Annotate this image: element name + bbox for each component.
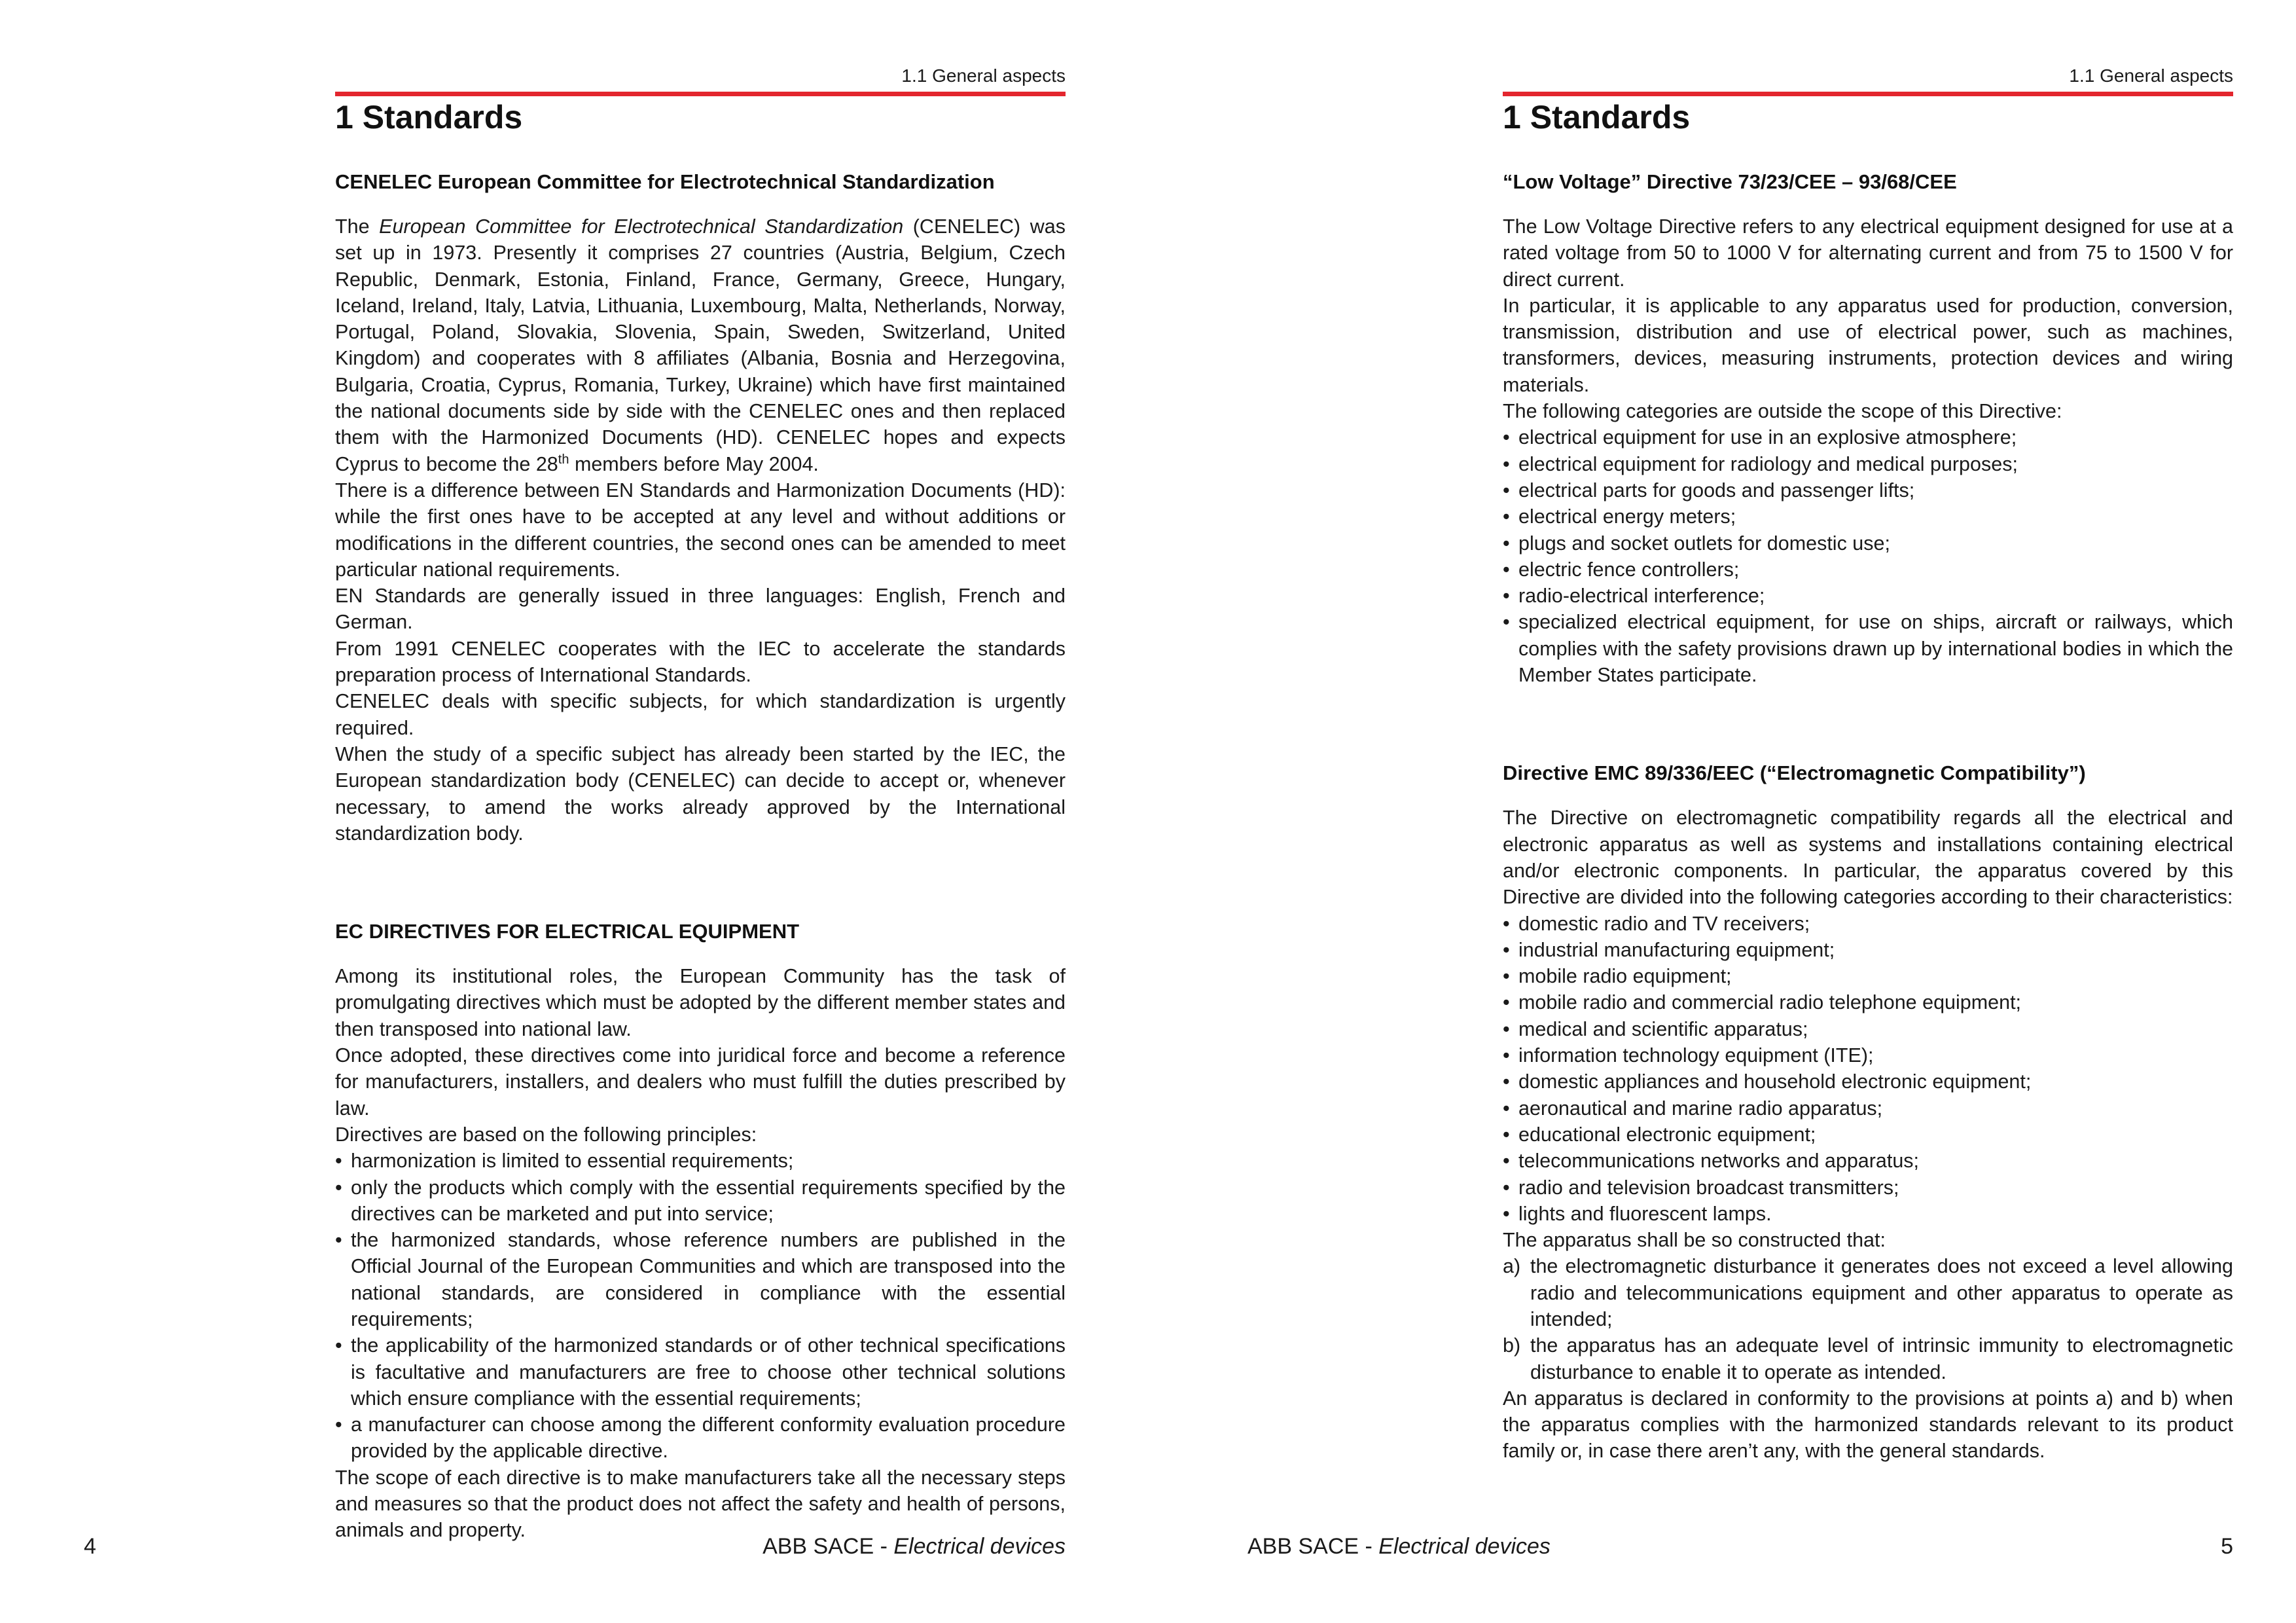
cenelec-heading: CENELEC European Committee for Electrotechnical Standardization <box>335 170 995 193</box>
list-item: • domestic appliances and household electronic equipment; <box>1503 1068 2233 1095</box>
list-item: • lights and fluorescent lamps. <box>1503 1201 2233 1227</box>
cenelec-paragraph-2: There is a difference between EN Standards and Harmonization Documents (HD): while the first ones have to be accepted at any level and without additions or modifications in the different countries, the second ones can be amended to meet particular national requirements. <box>335 479 1066 581</box>
list-item: • electrical equipment for use in an explosive atmosphere; <box>1503 424 2233 450</box>
construction-requirements-list <box>1503 1253 2233 1385</box>
list-item: • a manufacturer can choose among the different conformity evaluation procedure provided by the applicable directive. <box>335 1412 1066 1465</box>
list-item: • specialized electrical equipment, for use on ships, aircraft or railways, which complies with the safety provisions drawn up by international bodies in which the Member States participate. <box>1503 609 2233 688</box>
cenelec-paragraph-4: From 1991 CENELEC cooperates with the IEC to accelerate the standards preparation process of International Standards. <box>335 637 1066 687</box>
list-item: • educational electronic equipment; <box>1503 1122 2233 1148</box>
list-item: • radio-electrical interference; <box>1503 583 2233 609</box>
left-body <box>335 169 1066 1544</box>
list-item: • harmonization is limited to essential requirements; <box>335 1148 1066 1174</box>
list-item: • electric fence controllers; <box>1503 556 2233 583</box>
right-page <box>1148 0 2296 1623</box>
list-item: • electrical equipment for radiology and medical purposes; <box>1503 451 2233 477</box>
chapter-title: 1 Standards <box>1503 99 1691 136</box>
cenelec-paragraph-5: CENELEC deals with specific subjects, for which standardization is urgently required. <box>335 690 1066 739</box>
ec-paragraph-2: Once adopted, these directives come into juridical force and become a reference for manufacturers, installers, and dealers who must fulfill the duties prescribed by law. <box>335 1044 1066 1120</box>
lv-paragraph-1: The Low Voltage Directive refers to any electrical equipment designed for use at a rated voltage from 50 to 1000 V for alternating current and from 75 to 1500 V for direct current. <box>1503 215 2233 291</box>
right-body <box>1503 169 2233 1465</box>
emc-paragraph-3: An apparatus is declared in conformity to the provisions at points a) and b) when the apparatus complies with the harmonized standards relevant to its product family or, in case there aren’t any, with the general standards. <box>1503 1387 2233 1463</box>
section-label: 1.1 General aspects <box>2069 65 2233 86</box>
cenelec-paragraph-3: EN Standards are generally issued in three languages: English, French and German. <box>335 585 1066 634</box>
header-rule <box>335 92 1066 96</box>
lv-paragraph-3: The following categories are outside the scope of this Directive: <box>1503 400 2062 423</box>
list-item: • mobile radio equipment; <box>1503 963 2233 989</box>
lv-paragraph-2: In particular, it is applicable to any apparatus used for production, conversion, transmission, distribution and use of electrical power, such as machines, transformers, devices, measuring instruments, protection devices and wiring materials. <box>1503 294 2233 396</box>
ec-paragraph-3: Directives are based on the following principles: <box>335 1123 757 1146</box>
list-item: • industrial manufacturing equipment; <box>1503 937 2233 963</box>
emc-heading: Directive EMC 89/336/EEC (“Electromagnetic Compatibility”) <box>1503 761 2086 785</box>
list-item: a) the electromagnetic disturbance it generates does not exceed a level allowing radio and telecommunications equipment and other apparatus to operate as intended; <box>1503 1255 2233 1330</box>
footer-title: ABB SACE - Electrical devices <box>1247 1534 1551 1559</box>
header-rule <box>1503 92 2233 96</box>
list-item: • telecommunications networks and apparatus; <box>1503 1148 2233 1174</box>
cenelec-paragraph-6: When the study of a specific subject has already been started by the IEC, the European standardization body (CENELEC) can decide to accept or, whenever necessary, to amend the works already approved by the International standardization body. <box>335 742 1066 845</box>
section-label: 1.1 General aspects <box>901 65 1066 86</box>
emc-paragraph-1: The Directive on electromagnetic compatibility regards all the electrical and electronic apparatus as well as systems and installations containing electrical and/or electronic components. In particular, the apparatus covered by this Directive are divided into the following categories according to their characteristics: <box>1503 807 2233 909</box>
list-item: • only the products which comply with the essential requirements specified by the directives can be marketed and put into service; <box>335 1175 1066 1228</box>
page-number: 4 <box>84 1534 96 1559</box>
chapter-title: 1 Standards <box>335 99 523 136</box>
ec-directives-heading: EC DIRECTIVES FOR ELECTRICAL EQUIPMENT <box>335 920 800 943</box>
emc-categories-list <box>1503 911 2233 1228</box>
list-item: • domestic radio and TV receivers; <box>1503 911 2233 937</box>
cenelec-paragraph-1: The European Committee for Electrotechnical Standardization (CENELEC) was set up in 1973. Presently it comprises 27 countries (Austria, Belgium, Czech Republic, Denmark, Estonia, Finland, France, Germany, Greece, Hungary, Iceland, Ireland, Italy, Latvia, Lithuania, Luxembourg, Malta, Netherlands, Norway, Portugal, Poland, Slovakia, Slovenia, Spain, Sweden, Switzerland, United Kingdom) and cooperates with 8 affiliates (Albania, Bosnia and Herzegovina, Bulgaria, Croatia, Cyprus, Romania, Turkey, Ukraine) which have first maintained the national documents side by side with the CENELEC ones and then replaced them with the Harmonized Documents (HD). CENELEC hopes and expects Cyprus to become the 28th members before May 2004. <box>335 215 1066 475</box>
ec-paragraph-4: The scope of each directive is to make manufacturers take all the necessary steps and measures so that the product does not affect the safety and health of persons, animals and property. <box>335 1466 1066 1542</box>
list-item: • radio and television broadcast transmitters; <box>1503 1175 2233 1201</box>
ec-paragraph-1: Among its institutional roles, the European Community has the task of promulgating directives which must be adopted by the different member states and then transposed into national law. <box>335 965 1066 1040</box>
list-item: • aeronautical and marine radio apparatus; <box>1503 1095 2233 1122</box>
page-number: 5 <box>2221 1534 2233 1559</box>
list-item: • the applicability of the harmonized standards or of other technical specifications is facultative and manufacturers are free to choose other technical solutions which ensure compliance with the essential requirements; <box>335 1332 1066 1412</box>
list-item: • electrical energy meters; <box>1503 503 2233 530</box>
list-item: • medical and scientific apparatus; <box>1503 1016 2233 1042</box>
list-item: • the harmonized standards, whose reference numbers are published in the Official Journal of the European Communities and which are transposed into the national standards, are considered in compliance with the essential requirements; <box>335 1227 1066 1332</box>
excluded-categories-list <box>1503 424 2233 688</box>
principles-list <box>335 1148 1066 1465</box>
list-item: • electrical parts for goods and passenger lifts; <box>1503 477 2233 503</box>
list-item: • information technology equipment (ITE); <box>1503 1042 2233 1068</box>
list-item: • mobile radio and commercial radio telephone equipment; <box>1503 989 2233 1015</box>
emc-paragraph-2: The apparatus shall be so constructed that: <box>1503 1229 1886 1252</box>
low-voltage-heading: “Low Voltage” Directive 73/23/CEE – 93/68/CEE <box>1503 170 1957 193</box>
list-item: b) the apparatus has an adequate level of intrinsic immunity to electromagnetic disturbance to enable it to operate as intended. <box>1503 1334 2233 1383</box>
list-item: • plugs and socket outlets for domestic use; <box>1503 530 2233 556</box>
footer-title: ABB SACE - Electrical devices <box>762 1534 1066 1559</box>
